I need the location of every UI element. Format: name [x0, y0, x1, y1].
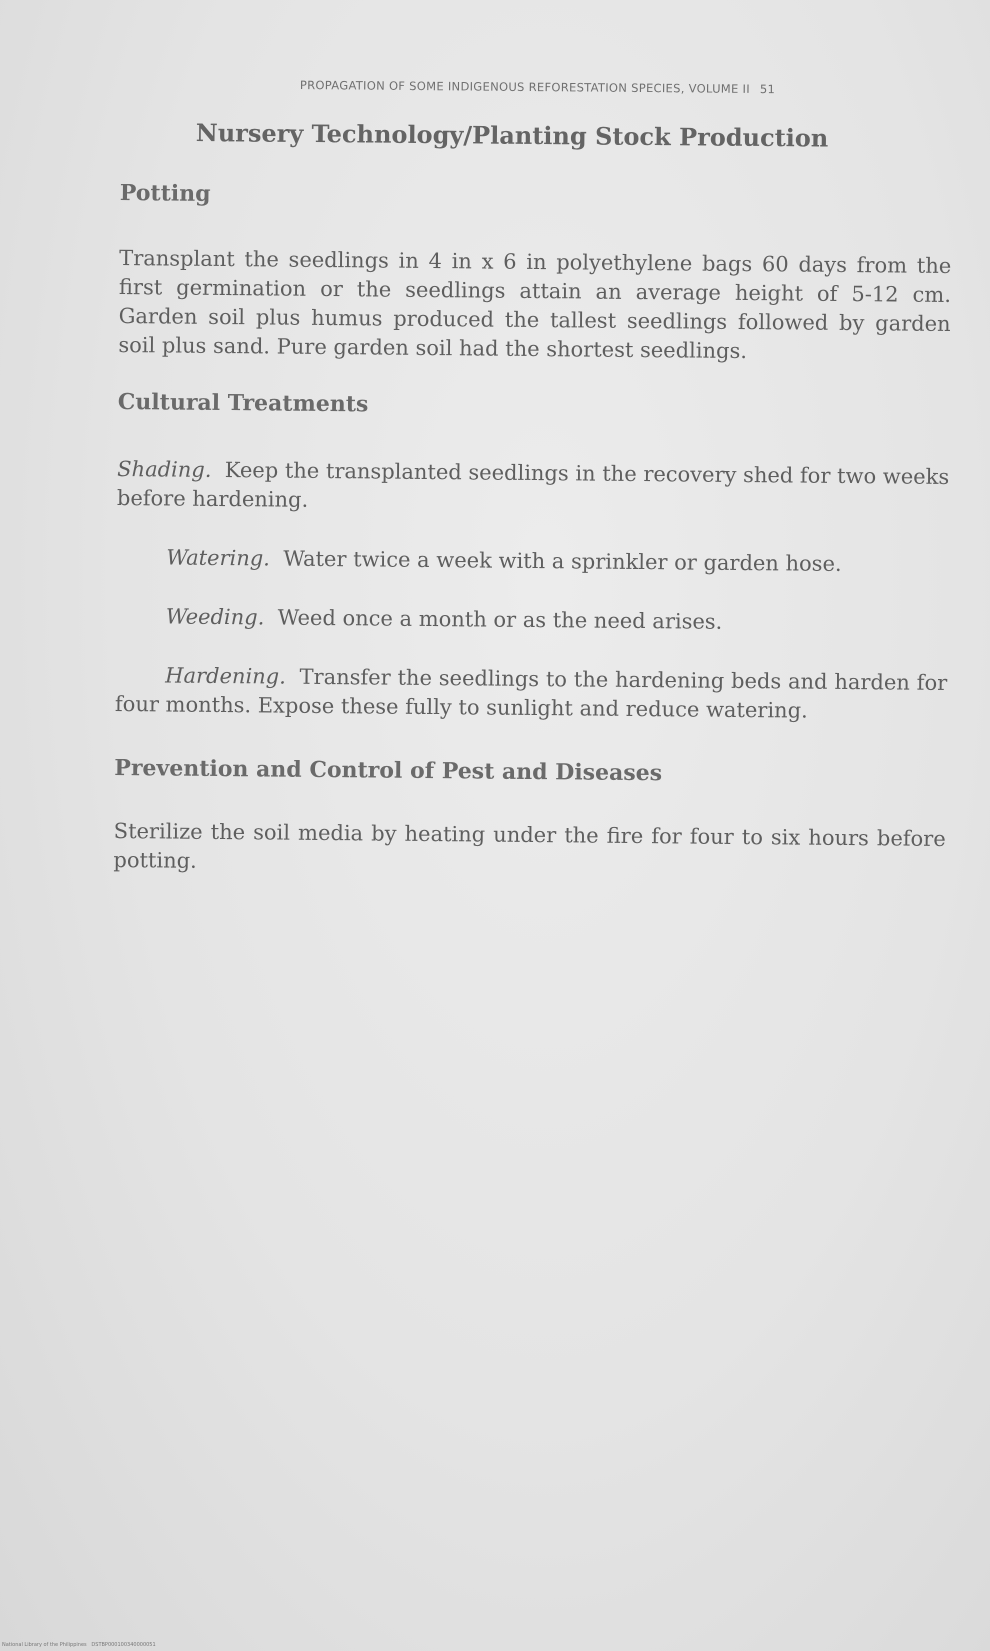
heading-potting: Potting	[119, 180, 211, 207]
label-shading: Shading.	[117, 456, 212, 482]
scan-footer	[2, 1642, 156, 1648]
footer-source: National Library of the Philippines	[2, 1642, 87, 1648]
paragraph-sterilize: Sterilize the soil media by heating under the fire for four to six hours before potting.	[113, 818, 946, 873]
running-header	[300, 78, 950, 98]
text-hardening: Transfer the seedlings to the hardening beds and harden for four months. Expose these fully to sunlight and reduce watering.	[114, 664, 948, 723]
text-shading: Keep the transplanted seedlings in the recovery shed for two weeks before hardening.	[116, 458, 950, 512]
paragraph-hardening	[115, 661, 948, 727]
paragraph-weeding	[116, 602, 948, 639]
label-hardening: Hardening.	[165, 663, 286, 689]
paragraph-shading	[117, 455, 950, 521]
section-title: Nursery Technology/Planting Stock Production	[195, 118, 829, 153]
content-body	[113, 180, 952, 883]
page-number: 51	[759, 82, 776, 97]
paragraph-potting: Transplant the seedlings in 4 in x 6 in polyethylene bags 60 days from the first germination or the seedlings attain an average height of 5-12 cm. Garden soil plus humus produced the tallest seedlings followed by garden soil plus sand. Pure garden soil had the shortest seedlings.	[118, 245, 952, 364]
footer-id: DSTBP000100340000051	[91, 1642, 156, 1648]
label-weeding: Weeding.	[165, 604, 265, 630]
text-watering: Water twice a week with a sprinkler or garden hose.	[283, 546, 842, 576]
label-watering: Watering.	[166, 545, 271, 571]
heading-prevention: Prevention and Control of Pest and Diseases	[114, 754, 663, 787]
running-title: PROPAGATION OF SOME INDIGENOUS REFORESTATION SPECIES, VOLUME II	[299, 78, 751, 96]
paragraph-watering	[116, 543, 948, 580]
heading-cultural-treatments: Cultural Treatments	[117, 388, 369, 418]
text-weeding: Weed once a month or as the need arises.	[277, 605, 723, 634]
